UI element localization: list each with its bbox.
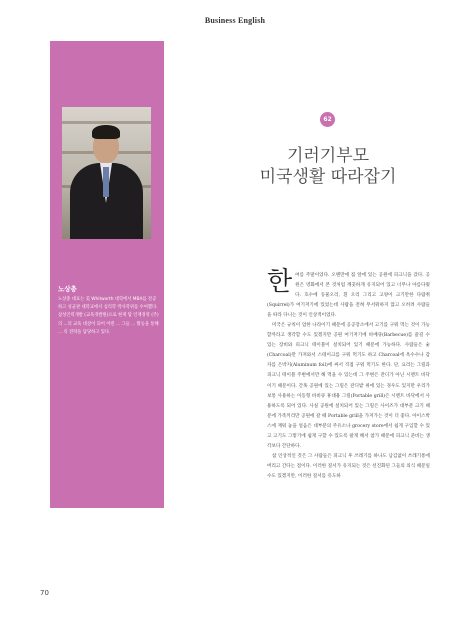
author-figure-hair [92, 125, 120, 139]
author-info [58, 284, 160, 337]
running-header: Business English [204, 16, 266, 25]
body-paragraph: 미국은 규칙이 엄한 나라이기 때문에 공공장소에서 고기를 구워 먹는 것이 가능할까라고 생각할 수도 있겠지만 공원 여기저기에 바베큐(Barbecue)를 즐길 수 있는 장비와 피크닉 테이블이 설치되어 있기 때문에 가능하다. 사람들은 숯(Charcoal)만 가져와서 스테이크를 구워 먹기도 하고 Charcoal에 옥수수나 감자를 은박지(Aluminum foil)에 싸서 직접 구워 먹기도 한다. 단, 요리는 그릴과 피크닉 테이블 주변에서만 해 먹을 수 있는데 그 주변은 잔디가 아닌 시멘트 바닥이기 때문이다. 간혹 공원에 있는 그릴은 잔디밭 위에 있는 경우도 있지만 우리가 보통 사용하는 이동형 바비큐 휴대용 그릴(Portable grill)은 시멘트 바닥에서 사용하도록 되어 있다. 사실 공원에 설치되어 있는 그릴은 사이즈가 대부분 크기 때문에 가족끼리만 공원에 갈 때 Portable grill을 가져가는 것이 더 좋다. 아이스박스에 재워 놓을 얼음은 대부분의 주유소나 grocery store에서 쉽게 구입할 수 있고 고기도 그렇기에 쉽게 구할 수 있도록 팔게 해서 참가 때문에 피크닉 준비는 생각보다 간단하다. [267, 323, 430, 449]
body-paragraph: 참 인상적인 것은 그 사람들은 피크닉 후 쓰레기를 하나도 남김없이 쓰레기통에 버리고 간다는 점이다. 이러한 질서가 유지되는 것은 선진화된 그들의 의식 때문일 수도 있겠지만, 이러한 질서를 유도하 [267, 453, 430, 479]
article-title-line2: 미국생활 따라잡기 [259, 167, 397, 187]
author-photo [62, 107, 151, 239]
body-paragraph-text: 여름 주말이었다. 오랜만에 집 앞에 있는 공원에 피크닉을 갔다. 공원은 영화에서 본 것처럼 깨끗하게 유지되어 있고 너무나 아름다웠다. 호수에 동물오리, 흰 오리 그리고 고양이 크기만한 다람쥐(Squirrel)가 여기저기에 있었는데 사람을 전혀 무서워하지 않고 오히려 사람들을 따라 다니는 것이 인상적이었다. [267, 273, 430, 319]
author-name: 노상충 [58, 285, 77, 293]
page-number: 70 [40, 589, 49, 597]
article-title [223, 146, 433, 188]
author-figure-tie [103, 167, 109, 197]
article-number-badge: 62 [320, 112, 335, 127]
author-bio: 노상충 대표는 美 Whitworth 대학에서 MBA를 전공하고 성균관 대학교에서 심리학 박사학위를 수여했다. 삼성인력개발 (교육개발원)으로 현재 탑 인재경영 (주)의 ...의 교육 대상이 되어 어떤 ... 그들 ... 활동을 통해 ... 의 전략을 담당하고 있다. [58, 297, 159, 335]
drop-cap: 한 [267, 267, 293, 297]
article-title-line1: 기러기부모 [286, 146, 370, 166]
body-paragraph [267, 267, 430, 321]
bookshelf-line [62, 121, 151, 124]
article-body [267, 267, 430, 482]
